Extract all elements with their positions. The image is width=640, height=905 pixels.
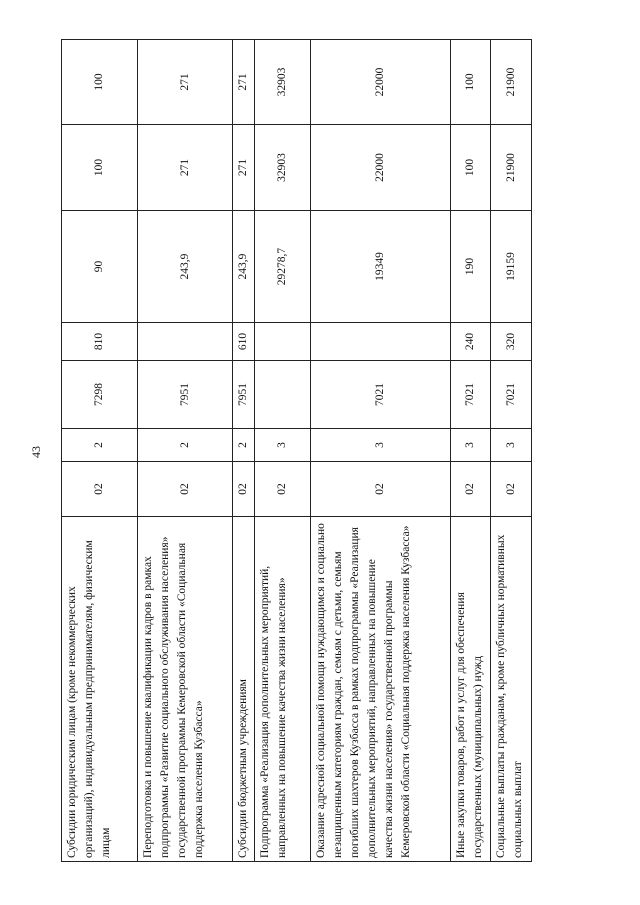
target-code: 7021 [311, 361, 451, 429]
amount-year-1: 19159 [491, 211, 532, 323]
target-code: 7021 [451, 361, 491, 429]
table-row [311, 40, 451, 862]
target-code: 7951 [138, 361, 233, 429]
page-number: 43 [29, 446, 43, 458]
target-code [255, 361, 311, 429]
rotated-table-container [61, 40, 524, 862]
amount-year-3: 100 [62, 40, 138, 125]
subsection-code: 2 [233, 429, 255, 462]
row-name: Подпрограмма «Реализация дополнительных мероприятий, направленных на повышение качества жизни населения» [255, 517, 311, 862]
amount-year-3: 271 [233, 40, 255, 125]
row-name: Субсидии юридическим лицам (кроме некоммерческих организаций), индивидуальным предпринимателям, физическим лицам [62, 517, 138, 862]
amount-year-3: 22000 [311, 40, 451, 125]
table-row [255, 40, 311, 862]
table-row [491, 40, 532, 862]
amount-year-1: 90 [62, 211, 138, 323]
subsection-code: 3 [491, 429, 532, 462]
row-name: Оказание адресной социальной помощи нуждающимся и социально незащищенным категориям граждан, семьям с детьми, семьям погибших шахтеров Кузбасса в рамках подпрограммы «Реализация дополнительных мероприятий, направленных на повышение качества жизни населения» государственной программы Кемеровской области «Социальная поддержка населения Кузбасса» [311, 517, 451, 862]
expense-type-code: 320 [491, 323, 532, 361]
amount-year-1: 190 [451, 211, 491, 323]
subsection-code: 3 [311, 429, 451, 462]
subsection-code: 3 [255, 429, 311, 462]
amount-year-2: 271 [138, 125, 233, 211]
section-code: 02 [451, 462, 491, 517]
target-code: 7951 [233, 361, 255, 429]
row-name: Субсидии бюджетным учреждениям [233, 517, 255, 862]
expense-type-code [138, 323, 233, 361]
amount-year-1: 243,9 [138, 211, 233, 323]
subsection-code: 2 [138, 429, 233, 462]
section-code: 02 [138, 462, 233, 517]
amount-year-3: 271 [138, 40, 233, 125]
target-code: 7021 [491, 361, 532, 429]
amount-year-3: 21900 [491, 40, 532, 125]
section-code: 02 [233, 462, 255, 517]
amount-year-1: 19349 [311, 211, 451, 323]
table-row [138, 40, 233, 862]
amount-year-2: 22000 [311, 125, 451, 211]
expense-type-code [255, 323, 311, 361]
expense-type-code: 610 [233, 323, 255, 361]
amount-year-2: 32903 [255, 125, 311, 211]
amount-year-1: 29278,7 [255, 211, 311, 323]
table-row [451, 40, 491, 862]
amount-year-2: 21900 [491, 125, 532, 211]
table-row [233, 40, 255, 862]
budget-table-viewport [61, 40, 524, 862]
section-code: 02 [255, 462, 311, 517]
row-name: Иные закупки товаров, работ и услуг для обеспечения государственных (муниципальных) нужд [451, 517, 491, 862]
row-name: Социальные выплаты гражданам, кроме публичных нормативных социальных выплат [491, 517, 532, 862]
section-code: 02 [311, 462, 451, 517]
row-name: Переподготовка и повышение квалификации кадров в рамках подпрограммы «Развитие социального обслуживания населения» государственной программы Кемеровской области «Социальная поддержка населения Кузбасса» [138, 517, 233, 862]
subsection-code: 2 [62, 429, 138, 462]
amount-year-3: 32903 [255, 40, 311, 125]
expense-type-code: 810 [62, 323, 138, 361]
expense-type-code: 240 [451, 323, 491, 361]
expense-type-code [311, 323, 451, 361]
table-row [62, 40, 138, 862]
section-code: 02 [491, 462, 532, 517]
section-code: 02 [62, 462, 138, 517]
budget-table [61, 39, 532, 862]
amount-year-2: 100 [451, 125, 491, 211]
amount-year-1: 243,9 [233, 211, 255, 323]
amount-year-2: 100 [62, 125, 138, 211]
amount-year-3: 100 [451, 40, 491, 125]
amount-year-2: 271 [233, 125, 255, 211]
subsection-code: 3 [451, 429, 491, 462]
target-code: 7298 [62, 361, 138, 429]
